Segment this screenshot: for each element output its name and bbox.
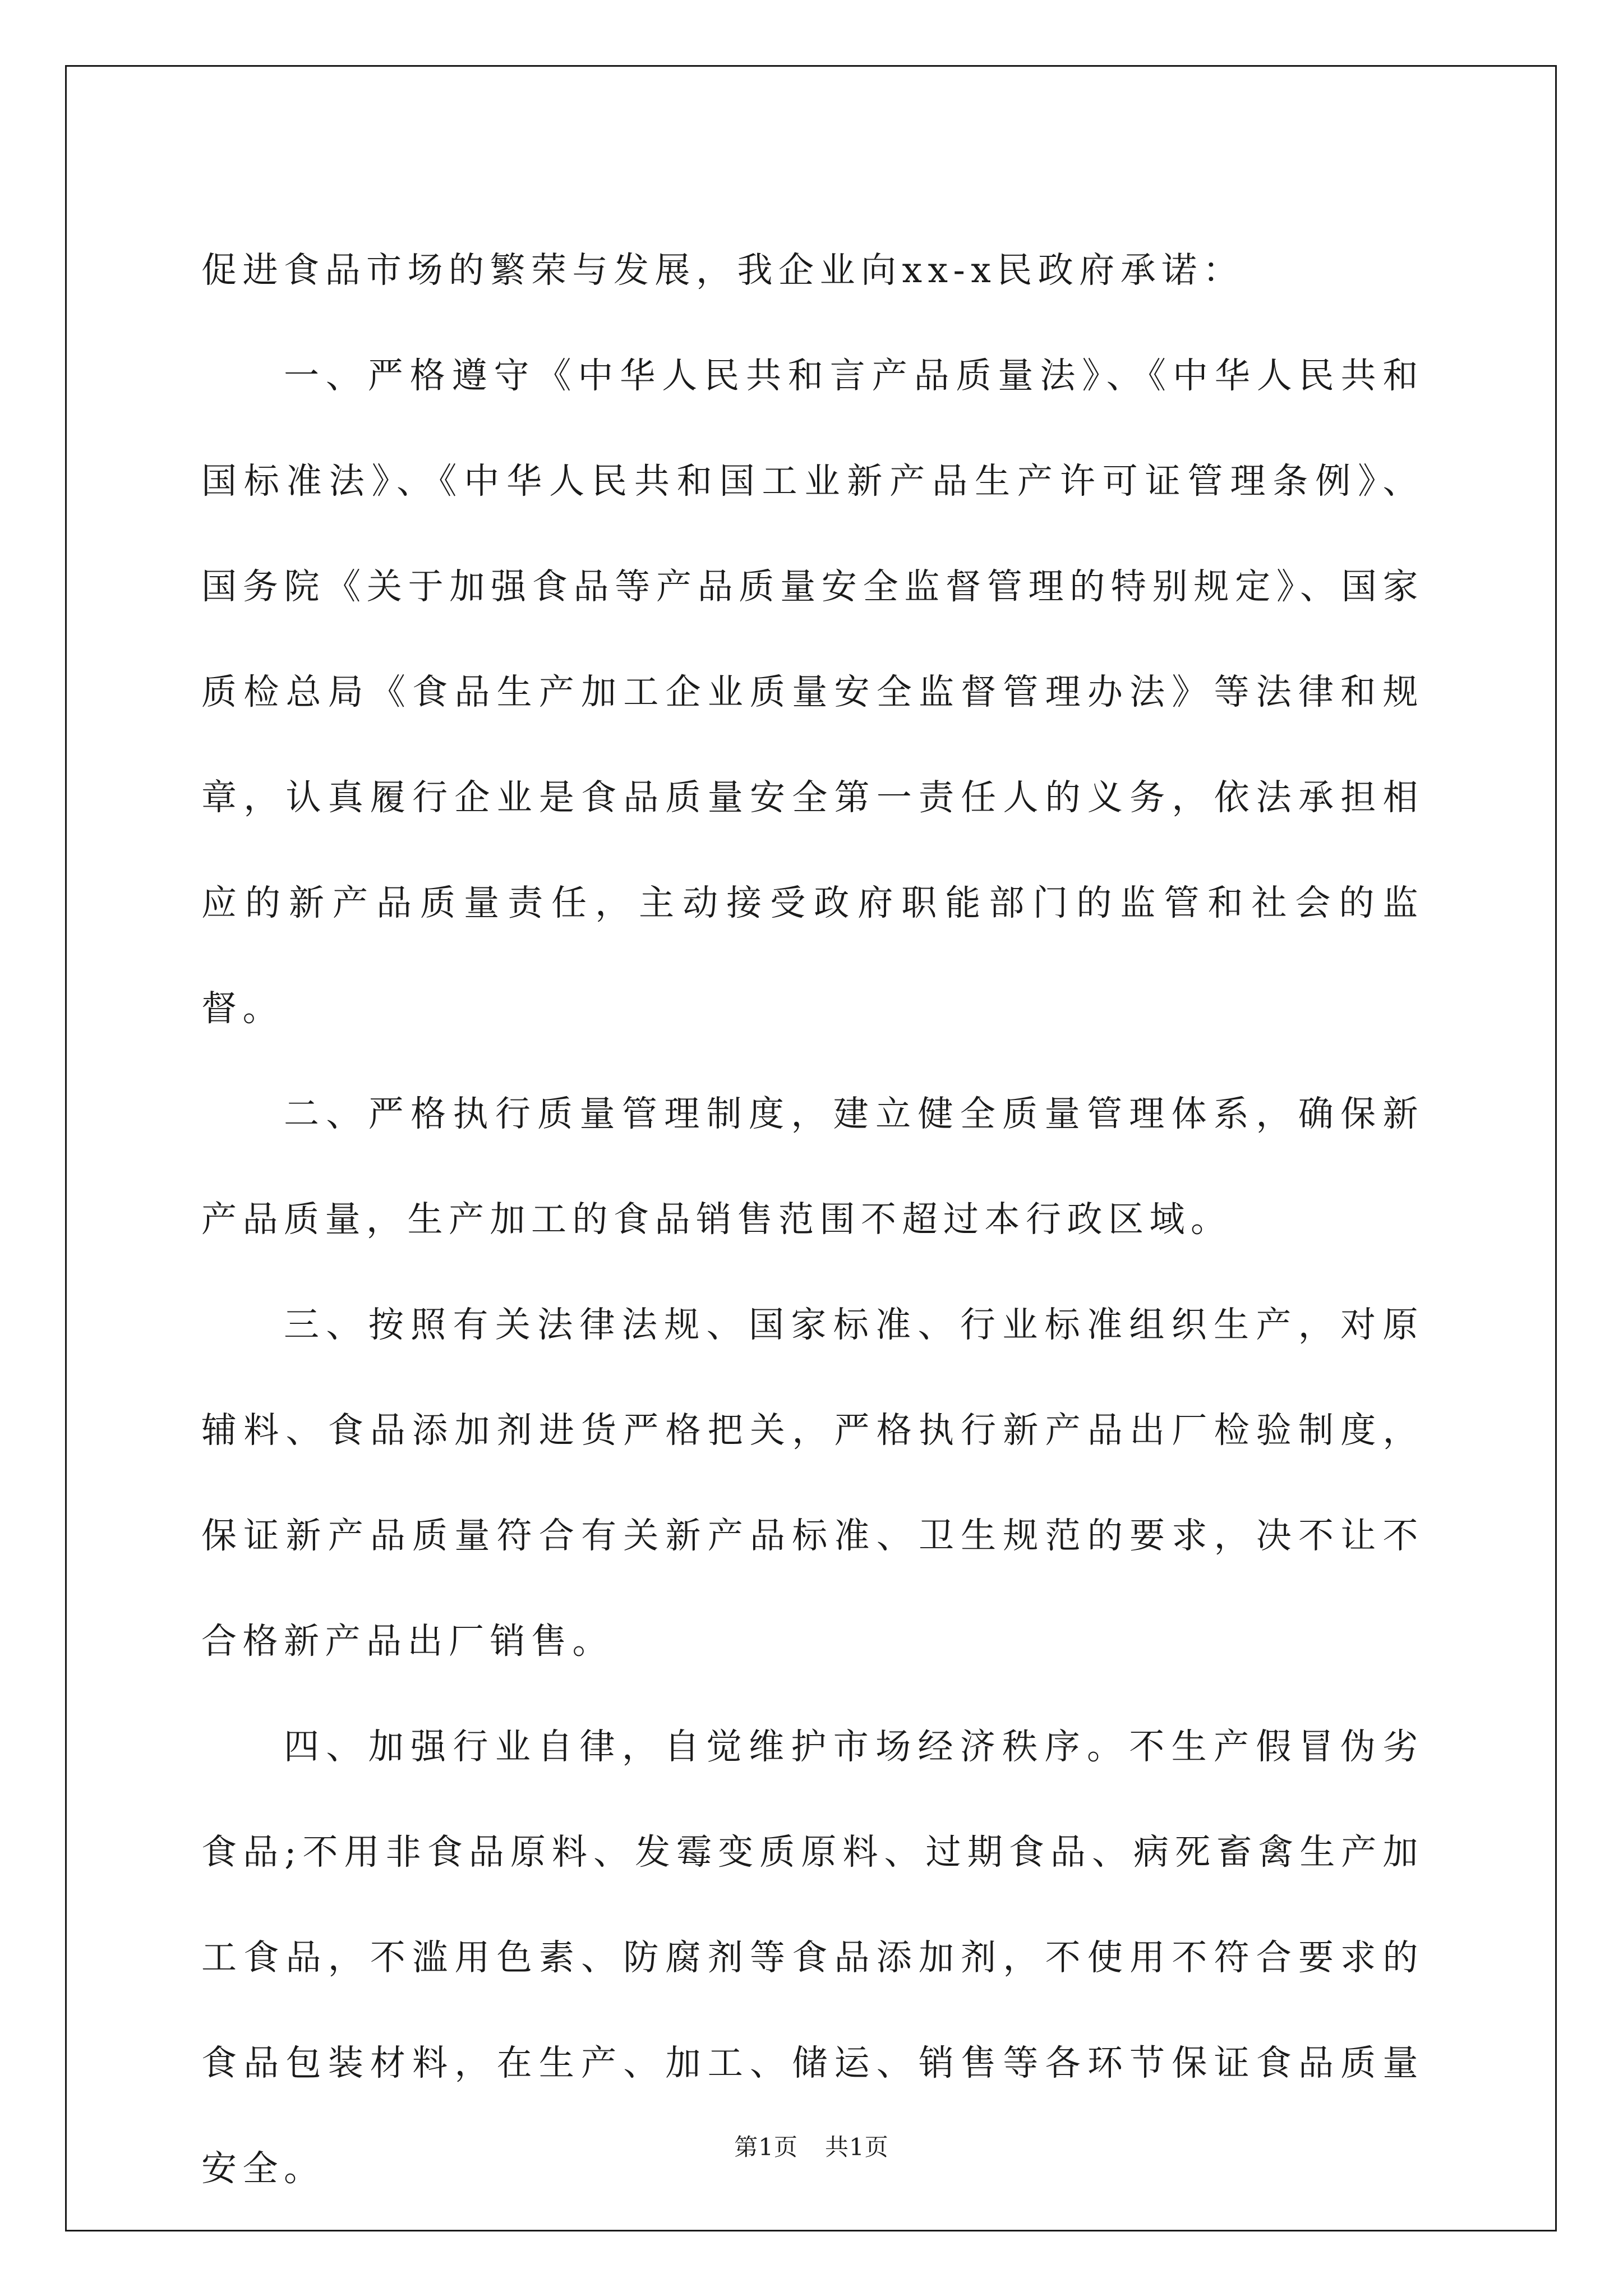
paragraph-item-4: 四、加强行业自律，自觉维护市场经济秩序。不生产假冒伪劣食品;不用非食品原料、发霉变质原料、过期食品、病死畜禽生产加工食品，不滥用色素、防腐剂等食品添加剂，不使用不符合要求的食品包装材料，在生产、加工、储运、销售等各环节保证食品质量安全。 [201, 1726, 1424, 2189]
page-footer [0, 2129, 1623, 2162]
paragraph-item-3: 三、按照有关法律法规、国家标准、行业标准组织生产，对原辅料、食品添加剂进货严格把关，严格执行新产品出厂检验制度，保证新产品质量符合有关新产品标准、卫生规范的要求，决不让不合格新产品出厂销售。 [201, 1304, 1424, 1662]
paragraph-item-1: 一、严格遵守《中华人民共和言产品质量法》、《中华人民共和国标准法》、《中华人民共和国工业新产品生产许可证管理条例》、国务院《关于加强食品等产品质量安全监督管理的特别规定》、国家质检总局《食品生产加工企业质量安全监督管理办法》等法律和规章，认真履行企业是食品质量安全第一责任人的义务，依法承担相应的新产品质量责任，主动接受政府职能部门的监管和社会的监督。 [201, 355, 1424, 1029]
paragraph-intro: 促进食品市场的繁荣与发展，我企业向xx-x民政府承诺： [201, 250, 1244, 291]
page-number-current: 第1页 [734, 2133, 798, 2161]
page-number-total: 共1页 [825, 2133, 889, 2161]
paragraph-item-2: 二、严格执行质量管理制度，建立健全质量管理体系，确保新产品质量，生产加工的食品销售范围不超过本行政区域。 [201, 1093, 1424, 1240]
document-body [201, 218, 1424, 2221]
